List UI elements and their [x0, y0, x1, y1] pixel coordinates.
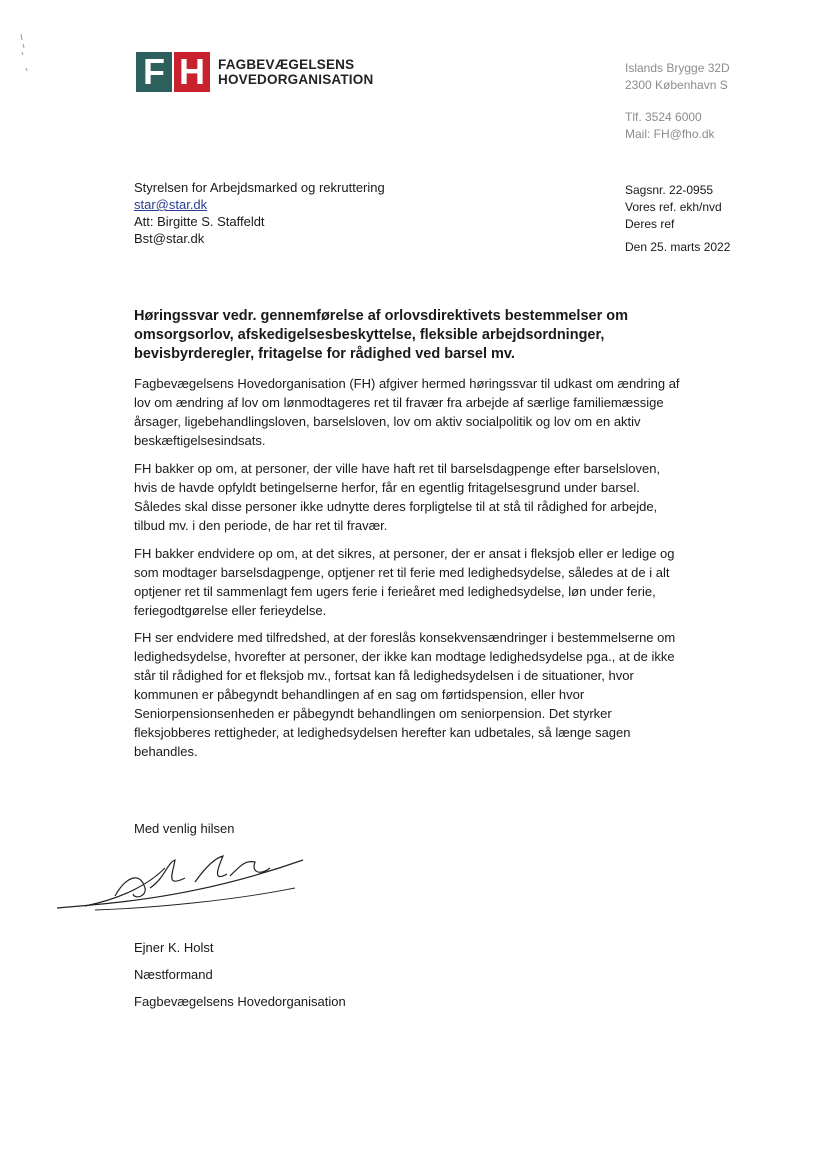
paragraph-line: FH bakker op om, at personer, der ville have haft ret til barselsdagpenge efter barselsloven,	[134, 461, 661, 476]
scan-artifact	[18, 32, 28, 72]
subject-line: bevisbyrderegler, fritagelse for rådighed ved barsel mv.	[134, 346, 515, 362]
paragraph-line: årsager, ligebehandlingsloven, barselsloven, lov om aktiv socialpolitik og lov om en aktiv	[134, 414, 641, 429]
paragraph-line: hvis de havde opfyldt betingelserne herfor, får en egentlig fritagelsesgrund under barsel.	[134, 480, 640, 495]
paragraph-line: Fagbevægelsens Hovedorganisation (FH) afgiver hermed høringssvar til udkast om ændring af	[134, 376, 680, 391]
paragraph-line: FH bakker endvidere op om, at det sikres, at personer, der er ansat i fleksjob eller er ledige og	[134, 546, 675, 561]
paragraph-line: feriegodtgørelse eller ferieydelse.	[134, 603, 327, 618]
our-reference: Vores ref. ekh/nvd	[625, 200, 722, 214]
paragraph-line: FH ser endvidere med tilfredshed, at der foreslås konsekvensændringer i bestemmelserne om	[134, 630, 676, 645]
signer-title: Næstformand	[134, 967, 213, 982]
paragraph-line: behandles.	[134, 744, 198, 759]
letter-subject	[134, 307, 704, 364]
letter-date: Den 25. marts 2022	[625, 240, 731, 254]
sender-street: Islands Brygge 32D	[625, 61, 730, 75]
recipient-organisation: Styrelsen for Arbejdsmarked og rekruttering	[134, 180, 385, 195]
recipient-block	[134, 179, 385, 247]
paragraph-line: kommunen er påbegyndt behandlingen af en sag om førtidspension, eller hvor	[134, 687, 585, 702]
paragraph-line: fleksjobberes rettigheder, at ledighedsydelsen herefter kan udbetales, så længe sagen	[134, 725, 631, 740]
fh-logo	[136, 52, 210, 92]
case-number: Sagsnr. 22-0955	[625, 183, 714, 197]
signer-organisation: Fagbevægelsens Hovedorganisation	[134, 994, 346, 1009]
org-name-line-1: FAGBEVÆGELSENS	[218, 57, 355, 72]
paragraph-line: tilbud mv. i den periode, de har ret til fravær.	[134, 518, 388, 533]
recipient-attention: Att: Birgitte S. Staffeldt	[134, 214, 265, 229]
paragraph-line: lov om ændring af lov om lønmodtageres ret til fravær fra arbejde af særlige familiemæssige	[134, 395, 664, 410]
closing-greeting: Med venlig hilsen	[134, 821, 235, 836]
paragraph-line: ledighedsydelse, hvorefter at personer, der ikke kan modtage ledighedsydelse pga., at de ikke	[134, 649, 675, 664]
sender-mail: Mail: FH@fho.dk	[625, 127, 715, 141]
organisation-name	[218, 57, 373, 87]
signer-name: Ejner K. Holst	[134, 940, 214, 955]
logo-letter-f: F	[136, 52, 172, 92]
signer-block	[134, 934, 346, 1015]
recipient-email-link[interactable]: star@star.dk	[134, 197, 208, 212]
paragraph-line: Seniorpensionsenheden er påbegyndt behandlingen om seniorpension. Det styrker	[134, 706, 612, 721]
paragraph-line: som modtager barselsdagpenge, optjener ret til ferie med ledighedsydelse, således at de i alt	[134, 565, 670, 580]
paragraph-line: beskæftigelsesindsats.	[134, 433, 266, 448]
handwritten-signature	[55, 848, 315, 918]
subject-line: omsorgsorlov, afskedigelsesbeskyttelse, fleksible arbejdsordninger,	[134, 327, 605, 343]
paragraph-ledighedsydelse	[134, 628, 714, 761]
your-reference: Deres ref	[625, 217, 675, 231]
paragraph-line: Således skal disse personer ikke udnytte deres forpligtelse til at stå til rådighed for arbejde,	[134, 499, 658, 514]
paragraph-line: optjener ret til sammenlagt fem ugers ferie i ferieåret med ledighedsydelse, løn under ferie,	[134, 584, 656, 599]
paragraph-intro	[134, 374, 714, 450]
paragraph-line: står til rådighed for et fleksjob mv., fortsat kan få ledighedsydelsen i de situationer, hvor	[134, 668, 634, 683]
sender-address	[625, 60, 730, 143]
logo-letter-h: H	[174, 52, 210, 92]
paragraph-ferie	[134, 544, 714, 620]
subject-line: Høringssvar vedr. gennemførelse af orlovsdirektivets bestemmelser om	[134, 308, 629, 324]
reference-block	[625, 182, 722, 233]
paragraph-barsel	[134, 459, 714, 535]
recipient-contact-email: Bst@star.dk	[134, 231, 205, 246]
org-name-line-2: HOVEDORGANISATION	[218, 72, 374, 87]
sender-city: 2300 København S	[625, 78, 728, 92]
sender-phone: Tlf. 3524 6000	[625, 110, 702, 124]
